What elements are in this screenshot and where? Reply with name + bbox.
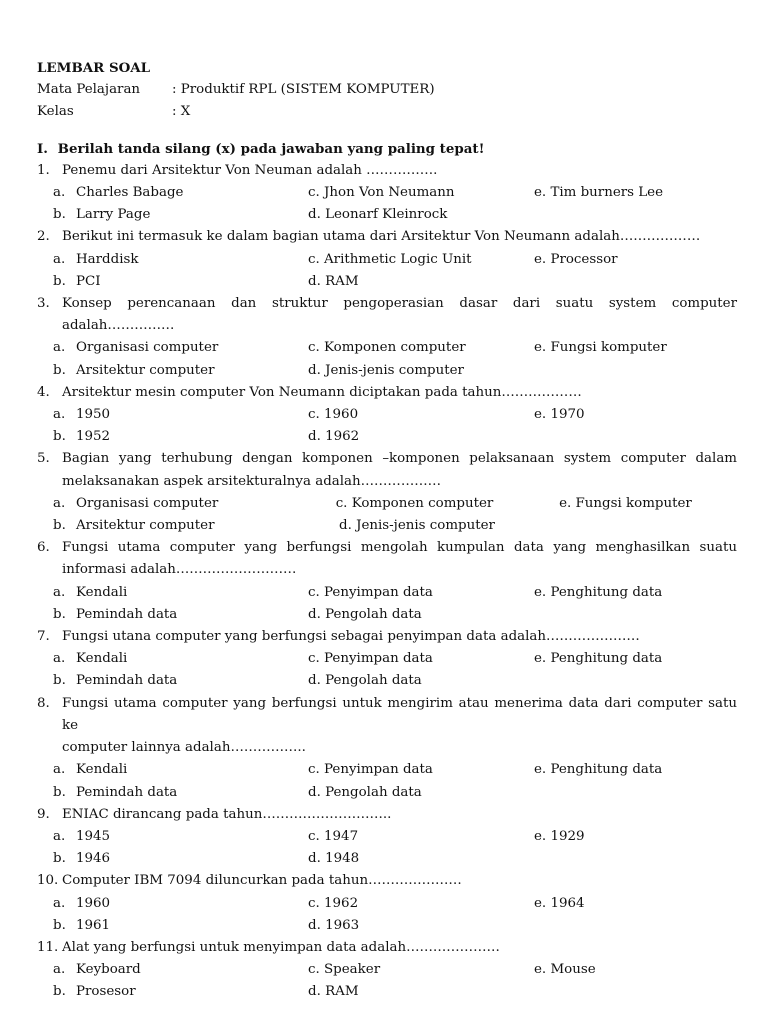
option-row bbox=[37, 915, 737, 937]
question-number: 4. bbox=[37, 384, 50, 400]
question-item bbox=[37, 382, 737, 449]
option-e[interactable]: e. 1964 bbox=[534, 895, 585, 911]
option-text: Harddisk bbox=[76, 251, 139, 267]
option-c[interactable]: c. Speaker bbox=[308, 962, 381, 978]
question-line bbox=[37, 626, 737, 648]
question-item bbox=[37, 626, 737, 693]
option-c[interactable]: c. Penyimpan data bbox=[308, 651, 433, 667]
option-letter: a. bbox=[53, 495, 66, 511]
option-b[interactable] bbox=[53, 915, 308, 937]
question-text: Bagian yang terhubung dengan komponen –komponen pelaksanaan system computer dalam bbox=[62, 451, 737, 467]
option-b[interactable] bbox=[53, 981, 308, 1003]
option-d[interactable]: d. 1962 bbox=[308, 429, 360, 445]
question-line bbox=[37, 226, 737, 248]
option-d[interactable]: d. Pengolah data bbox=[308, 673, 422, 689]
option-text: Keyboard bbox=[76, 962, 141, 978]
option-d[interactable]: d. RAM bbox=[308, 273, 359, 289]
question-line bbox=[37, 160, 737, 182]
question-number: 10. bbox=[37, 873, 59, 889]
question-list bbox=[37, 160, 737, 1004]
option-d[interactable]: d. Pengolah data bbox=[308, 606, 422, 622]
question-item bbox=[37, 937, 737, 1004]
worksheet-title: LEMBAR SOAL bbox=[37, 60, 151, 76]
option-text: 1945 bbox=[76, 828, 111, 844]
option-letter: a. bbox=[53, 651, 66, 667]
question-text: Fungsi utama computer yang berfungsi untuk mengirim atau menerima data dari computer satu ke bbox=[62, 695, 737, 733]
option-letter: b. bbox=[53, 984, 66, 1000]
question-line bbox=[37, 804, 737, 826]
worksheet-header bbox=[37, 57, 737, 1004]
question-text: Computer IBM 7094 diluncurkan pada tahun………………… bbox=[62, 873, 462, 889]
option-e[interactable]: e. Penghitung data bbox=[534, 651, 663, 667]
option-letter: b. bbox=[53, 273, 66, 289]
option-a[interactable] bbox=[53, 404, 308, 426]
option-letter: b. bbox=[53, 673, 66, 689]
option-row bbox=[37, 426, 737, 448]
option-e[interactable]: e. Fungsi komputer bbox=[534, 340, 667, 356]
question-text-continued: computer lainnya adalah…………….. bbox=[62, 740, 306, 756]
subject-value: : Produktif RPL (SISTEM KOMPUTER) bbox=[172, 82, 435, 98]
option-row bbox=[37, 337, 737, 359]
subject-label: Mata Pelajaran bbox=[37, 82, 141, 98]
question-item bbox=[37, 870, 737, 937]
option-d[interactable]: d. Jenis-jenis computer bbox=[339, 518, 495, 534]
option-e[interactable]: e. 1929 bbox=[534, 828, 585, 844]
question-text: Berikut ini termasuk ke dalam bagian utama dari Arsitektur Von Neumann adalah……………… bbox=[62, 229, 701, 245]
option-row bbox=[37, 582, 737, 604]
option-b[interactable] bbox=[53, 670, 308, 692]
option-c[interactable]: c. Arithmetic Logic Unit bbox=[308, 251, 472, 267]
question-text: ENIAC dirancang pada tahun……………………….. bbox=[62, 806, 392, 822]
option-c[interactable]: c. Komponen computer bbox=[335, 495, 494, 511]
option-text: Kendali bbox=[76, 651, 128, 667]
option-a[interactable] bbox=[53, 648, 308, 670]
option-text: 1950 bbox=[76, 407, 111, 423]
option-row bbox=[37, 648, 737, 670]
class-row bbox=[37, 101, 737, 123]
option-row bbox=[37, 404, 737, 426]
option-c[interactable]: c. 1947 bbox=[308, 828, 359, 844]
option-e[interactable]: e. Fungsi komputer bbox=[559, 495, 692, 511]
option-c[interactable]: c. Komponen computer bbox=[308, 340, 466, 356]
question-item bbox=[37, 293, 737, 382]
question-number: 7. bbox=[37, 629, 50, 645]
question-text: Penemu dari Arsitektur Von Neuman adalah ……………. bbox=[62, 162, 438, 178]
option-letter: b. bbox=[53, 362, 66, 378]
question-text: Arsitektur mesin computer Von Neumann diciptakan pada tahun……………… bbox=[62, 384, 582, 400]
option-row bbox=[37, 893, 737, 915]
option-b[interactable] bbox=[53, 426, 308, 448]
question-item bbox=[37, 448, 737, 537]
section-heading bbox=[37, 138, 737, 160]
option-row bbox=[37, 670, 737, 692]
option-text: 1946 bbox=[76, 851, 111, 867]
option-text: Arsitektur computer bbox=[76, 518, 215, 534]
option-letter: b. bbox=[53, 429, 66, 445]
option-a[interactable] bbox=[53, 893, 308, 915]
option-letter: a. bbox=[53, 762, 66, 778]
question-item bbox=[37, 693, 737, 804]
option-e[interactable]: e. Penghitung data bbox=[534, 584, 663, 600]
option-a[interactable] bbox=[53, 337, 308, 359]
subject-row bbox=[37, 79, 737, 101]
option-letter: b. bbox=[53, 851, 66, 867]
option-row bbox=[37, 249, 737, 271]
class-label: Kelas bbox=[37, 104, 74, 120]
option-b[interactable] bbox=[53, 848, 308, 870]
option-text: 1961 bbox=[76, 917, 111, 933]
option-text: Kendali bbox=[76, 762, 128, 778]
option-row bbox=[37, 826, 737, 848]
question-line bbox=[37, 293, 737, 315]
option-text: Organisasi computer bbox=[76, 340, 219, 356]
question-number: 9. bbox=[37, 806, 50, 822]
option-d[interactable]: d. RAM bbox=[308, 984, 359, 1000]
question-text-continued: informasi adalah……………………… bbox=[62, 562, 297, 578]
option-row bbox=[37, 204, 737, 226]
option-text: Pemindah data bbox=[76, 606, 178, 622]
option-letter: a. bbox=[53, 340, 66, 356]
option-b[interactable] bbox=[53, 204, 308, 226]
option-text: 1960 bbox=[76, 895, 111, 911]
option-b[interactable] bbox=[53, 271, 308, 293]
option-row bbox=[37, 759, 737, 781]
option-letter: b. bbox=[53, 606, 66, 622]
option-c[interactable]: c. Jhon Von Neumann bbox=[308, 185, 455, 201]
option-row bbox=[37, 493, 737, 515]
question-item bbox=[37, 804, 737, 871]
option-e[interactable]: e. Mouse bbox=[534, 962, 596, 978]
option-a[interactable] bbox=[53, 493, 336, 515]
option-a[interactable] bbox=[53, 826, 308, 848]
option-row bbox=[37, 360, 737, 382]
question-line bbox=[37, 937, 737, 959]
question-line bbox=[37, 382, 737, 404]
option-b[interactable] bbox=[53, 360, 308, 382]
question-number: 5. bbox=[37, 451, 50, 467]
option-text: Arsitektur computer bbox=[76, 362, 215, 378]
question-line bbox=[37, 448, 737, 470]
question-item bbox=[37, 537, 737, 626]
option-text: Charles Babage bbox=[76, 185, 184, 201]
option-a[interactable] bbox=[53, 249, 308, 271]
question-number: 8. bbox=[37, 695, 50, 711]
option-a[interactable] bbox=[53, 759, 308, 781]
option-text: Larry Page bbox=[76, 207, 151, 223]
question-text: Alat yang berfungsi untuk menyimpan data adalah………………… bbox=[62, 939, 500, 955]
option-e[interactable]: e. Penghitung data bbox=[534, 762, 663, 778]
option-row bbox=[37, 271, 737, 293]
option-letter: a. bbox=[53, 962, 66, 978]
question-line bbox=[37, 870, 737, 892]
question-number: 2. bbox=[37, 229, 50, 245]
option-row bbox=[37, 182, 737, 204]
option-e[interactable]: e. Tim burners Lee bbox=[534, 185, 664, 201]
option-e[interactable]: e. Processor bbox=[534, 251, 618, 267]
question-line bbox=[37, 537, 737, 559]
option-letter: b. bbox=[53, 518, 66, 534]
option-text: 1952 bbox=[76, 429, 111, 445]
question-number: 6. bbox=[37, 540, 50, 556]
option-letter: a. bbox=[53, 584, 66, 600]
option-b[interactable] bbox=[53, 782, 308, 804]
option-text: Pemindah data bbox=[76, 673, 178, 689]
option-letter: a. bbox=[53, 251, 66, 267]
option-letter: a. bbox=[53, 407, 66, 423]
option-c[interactable]: c. Penyimpan data bbox=[308, 762, 433, 778]
option-a[interactable] bbox=[53, 959, 308, 981]
option-letter: a. bbox=[53, 828, 66, 844]
option-text: Kendali bbox=[76, 584, 128, 600]
option-text: Pemindah data bbox=[76, 784, 178, 800]
option-d[interactable]: d. 1963 bbox=[308, 917, 360, 933]
section-instruction: Berilah tanda silang (x) pada jawaban yang paling tepat! bbox=[57, 140, 485, 157]
question-item bbox=[37, 226, 737, 293]
option-c[interactable]: c. 1962 bbox=[308, 895, 359, 911]
question-line bbox=[37, 693, 737, 737]
question-number: 3. bbox=[37, 296, 50, 312]
option-row bbox=[37, 515, 737, 537]
option-row bbox=[37, 981, 737, 1003]
option-d[interactable]: d. 1948 bbox=[308, 851, 360, 867]
question-text: Konsep perencanaan dan struktur pengoperasian dasar dari suatu system computer bbox=[62, 296, 737, 312]
section-number: I. bbox=[37, 140, 48, 157]
option-text: Organisasi computer bbox=[76, 495, 219, 511]
option-a[interactable] bbox=[53, 182, 308, 204]
option-letter: b. bbox=[53, 784, 66, 800]
option-row bbox=[37, 782, 737, 804]
option-row bbox=[37, 959, 737, 981]
option-a[interactable] bbox=[53, 582, 308, 604]
option-d[interactable]: d. Jenis-jenis computer bbox=[308, 362, 464, 378]
option-row bbox=[37, 604, 737, 626]
option-d[interactable]: d. Pengolah data bbox=[308, 784, 422, 800]
option-text: PCI bbox=[76, 273, 101, 289]
option-d[interactable]: d. Leonarf Kleinrock bbox=[308, 207, 448, 223]
question-item bbox=[37, 160, 737, 227]
class-value: : X bbox=[172, 104, 191, 120]
question-text: Fungsi utama computer yang berfungsi mengolah kumpulan data yang menghasilkan suatu bbox=[62, 540, 737, 556]
option-e[interactable]: e. 1970 bbox=[534, 407, 585, 423]
question-text: Fungsi utana computer yang berfungsi sebagai penyimpan data adalah………………… bbox=[62, 629, 640, 645]
option-c[interactable]: c. Penyimpan data bbox=[308, 584, 433, 600]
option-letter: a. bbox=[53, 185, 66, 201]
question-text-continued: melaksanakan aspek arsitekturalnya adalah……………… bbox=[62, 473, 441, 489]
option-letter: b. bbox=[53, 917, 66, 933]
question-number: 11. bbox=[37, 939, 59, 955]
question-number: 1. bbox=[37, 162, 50, 178]
option-b[interactable] bbox=[53, 604, 308, 626]
option-c[interactable]: c. 1960 bbox=[308, 407, 359, 423]
option-text: Prosesor bbox=[76, 984, 136, 1000]
option-row bbox=[37, 848, 737, 870]
option-letter: a. bbox=[53, 895, 66, 911]
option-letter: b. bbox=[53, 207, 66, 223]
option-b[interactable] bbox=[53, 515, 339, 537]
question-text-continued: adalah…………… bbox=[62, 318, 175, 334]
